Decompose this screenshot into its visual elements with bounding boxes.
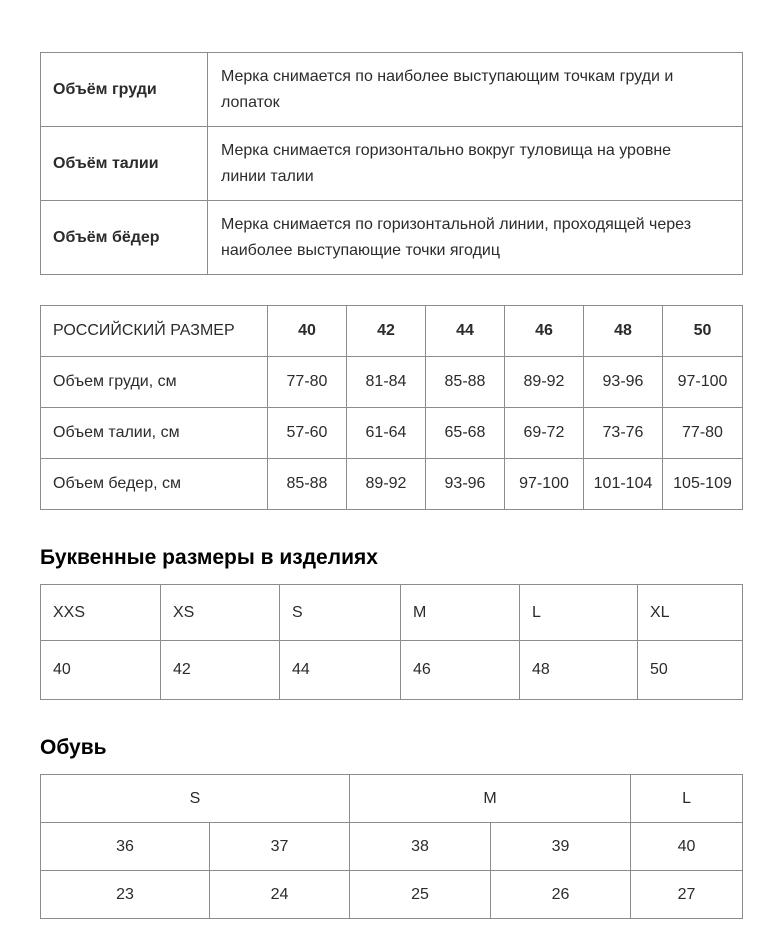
measurement-label: Объём груди: [41, 53, 208, 127]
number-size-cell: 40: [41, 641, 161, 700]
value-cell: 93-96: [426, 459, 505, 510]
table-row: [41, 823, 743, 871]
shoe-eu-size-cell: 39: [491, 823, 631, 871]
row-label: Объем бедер, см: [41, 459, 268, 510]
shoe-cm-size-cell: 27: [631, 871, 743, 919]
number-size-cell: 42: [161, 641, 280, 700]
value-cell: 89-92: [347, 459, 426, 510]
letter-size-cell: L: [520, 585, 638, 641]
value-cell: 89-92: [505, 357, 584, 408]
value-cell: 77-80: [663, 408, 743, 459]
number-size-cell: 44: [280, 641, 401, 700]
table-header-row: [41, 585, 743, 641]
russian-size-table: [40, 305, 743, 510]
letter-size-cell: M: [401, 585, 520, 641]
table-header-row: [41, 306, 743, 357]
russian-size-header-label: РОССИЙСКИЙ РАЗМЕР: [41, 306, 268, 357]
shoe-eu-size-cell: 38: [350, 823, 491, 871]
size-header-cell: 44: [426, 306, 505, 357]
value-cell: 85-88: [426, 357, 505, 408]
value-cell: 97-100: [663, 357, 743, 408]
size-header-cell: 42: [347, 306, 426, 357]
shoe-cm-size-cell: 23: [41, 871, 210, 919]
letter-size-cell: S: [280, 585, 401, 641]
value-cell: 105-109: [663, 459, 743, 510]
measurement-label: Объём талии: [41, 127, 208, 201]
size-header-cell: 48: [584, 306, 663, 357]
value-cell: 57-60: [268, 408, 347, 459]
size-header-cell: 46: [505, 306, 584, 357]
number-size-cell: 50: [638, 641, 743, 700]
shoe-eu-size-cell: 36: [41, 823, 210, 871]
shoe-group-cell: M: [350, 775, 631, 823]
letter-sizes-table: [40, 584, 743, 700]
value-cell: 69-72: [505, 408, 584, 459]
measurement-description: Мерка снимается по наиболее выступающим точкам груди и лопаток: [208, 53, 743, 127]
value-cell: 73-76: [584, 408, 663, 459]
size-header-cell: 50: [663, 306, 743, 357]
measurement-label: Объём бёдер: [41, 201, 208, 275]
value-cell: 77-80: [268, 357, 347, 408]
shoe-cm-size-cell: 25: [350, 871, 491, 919]
value-cell: 85-88: [268, 459, 347, 510]
table-row: [41, 357, 743, 408]
row-label: Объем талии, см: [41, 408, 268, 459]
shoe-group-cell: L: [631, 775, 743, 823]
value-cell: 93-96: [584, 357, 663, 408]
table-row: [41, 641, 743, 700]
table-row: [41, 127, 743, 201]
shoe-eu-size-cell: 40: [631, 823, 743, 871]
value-cell: 97-100: [505, 459, 584, 510]
shoes-size-table: [40, 774, 743, 919]
table-header-row: [41, 775, 743, 823]
table-row: [41, 871, 743, 919]
letter-size-cell: XXS: [41, 585, 161, 641]
table-row: [41, 53, 743, 127]
shoe-cm-size-cell: 24: [210, 871, 350, 919]
value-cell: 101-104: [584, 459, 663, 510]
shoe-cm-size-cell: 26: [491, 871, 631, 919]
shoe-eu-size-cell: 37: [210, 823, 350, 871]
letter-size-cell: XS: [161, 585, 280, 641]
table-row: [41, 201, 743, 275]
letter-size-cell: XL: [638, 585, 743, 641]
shoe-group-cell: S: [41, 775, 350, 823]
shoes-heading: Обувь: [40, 736, 107, 759]
number-size-cell: 46: [401, 641, 520, 700]
table-row: [41, 408, 743, 459]
table-row: [41, 459, 743, 510]
measurement-description: Мерка снимается горизонтально вокруг туловища на уровне линии талии: [208, 127, 743, 201]
value-cell: 65-68: [426, 408, 505, 459]
letter-sizes-heading: Буквенные размеры в изделиях: [40, 546, 378, 569]
size-header-cell: 40: [268, 306, 347, 357]
value-cell: 61-64: [347, 408, 426, 459]
measurement-description: Мерка снимается по горизонтальной линии, проходящей через наиболее выступающие точки ягодиц: [208, 201, 743, 275]
measurement-description-table: [40, 52, 743, 275]
row-label: Объем груди, см: [41, 357, 268, 408]
value-cell: 81-84: [347, 357, 426, 408]
number-size-cell: 48: [520, 641, 638, 700]
